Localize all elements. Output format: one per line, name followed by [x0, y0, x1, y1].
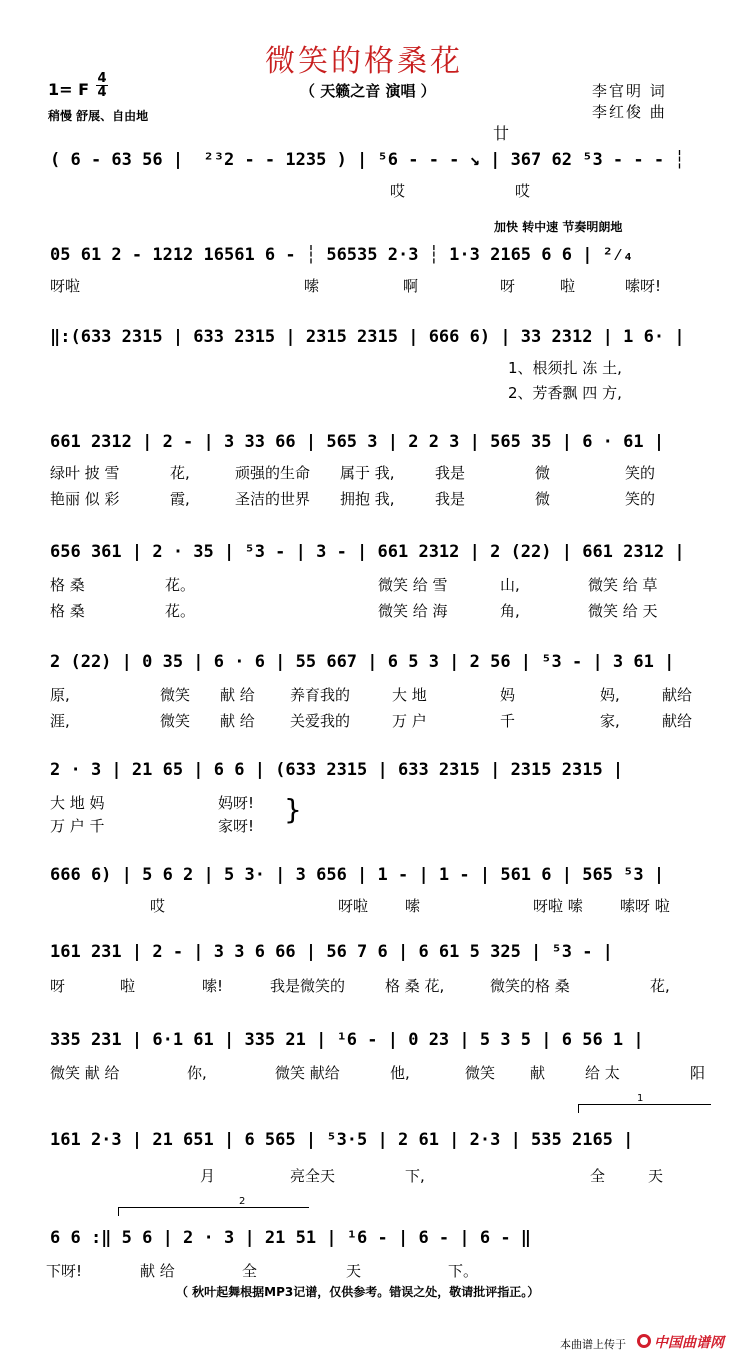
lyric-row-5-v2-d: 角, — [500, 602, 520, 620]
lyric-row-8-a: 哎 — [150, 897, 166, 915]
lyric-row-5-v1-b: 花。 — [165, 576, 196, 594]
lyric-row-9-b: 啦 — [120, 977, 136, 995]
lyric-row-4-v2-b: 霞, — [170, 490, 190, 508]
notation-row-8: 666 6) | 5 6 2 | 5 3· | 3 656 | 1 - | 1 - | 561 6 | 565 ⁵3 | — [50, 865, 665, 885]
lyric-row-1b: 哎 — [515, 182, 531, 200]
lyric-row-5-v1-c: 微笑 给 雪 — [378, 576, 448, 594]
lyric-row-12-b: 献 给 — [140, 1262, 175, 1280]
volta-1-label: 1 — [637, 1093, 644, 1104]
lyric-row-10-c: 微笑 献给 — [275, 1064, 340, 1082]
lyric-row-6-v1-f: 妈 — [500, 686, 516, 704]
lyric-row-4-v2-d: 拥抱 我, — [340, 490, 395, 508]
lyric-row-2f: 嗦呀! — [625, 277, 662, 295]
lyric-row-7-v1-b: 妈呀! — [218, 794, 255, 812]
lyric-row-4-v2-f: 微 — [535, 490, 551, 508]
notation-row-2: 05 61 2 - 1212 16561 6 - ┆ 56535 2·3 ┆ 1·3 2165 6 6 | ²⁄₄ — [50, 245, 634, 265]
lyric-row-7-v1-a: 大 地 妈 — [50, 794, 105, 812]
page-title: 微笑的格桑花 — [265, 44, 463, 79]
lyric-row-6-v2-f: 千 — [500, 712, 516, 730]
lyric-row-5-v2-e: 微笑 给 天 — [588, 602, 658, 620]
notation-row-5: 656 361 | 2 · 35 | ⁵3 - | 3 - | 661 2312 | 2 (22) | 661 2312 | — [50, 542, 685, 562]
lyric-row-9-a: 呀 — [50, 977, 66, 995]
tempo-change: 加快 转中速 节奏明朗地 — [494, 220, 623, 234]
singer-credit: （ 天籁之音 演唱 ） — [300, 82, 436, 100]
lyric-row-11-e: 天 — [648, 1167, 664, 1185]
lyric-row-6-v1-c: 献 给 — [220, 686, 255, 704]
lyric-row-4-v1-a: 绿叶 披 雪 — [50, 464, 120, 482]
volta-2 — [118, 1196, 309, 1216]
lyric-row-10-f: 献 — [530, 1064, 546, 1082]
lyric-row-7-v2-b: 家呀! — [218, 817, 255, 835]
lyric-row-11-b: 亮全天 — [290, 1167, 336, 1185]
lyric-row-4-v2-e: 我是 — [435, 490, 466, 508]
volta-1 — [578, 1093, 711, 1113]
lyric-row-6-v1-a: 原, — [50, 686, 70, 704]
lyric-row-2: 呀啦 — [50, 277, 81, 295]
composer-credit: 李红俊 曲 — [592, 103, 667, 121]
lyric-row-11-c: 下, — [405, 1167, 425, 1185]
lyric-row-11-d: 全 — [590, 1167, 606, 1185]
notation-row-10: 335 231 | 6·1 61 | 335 21 | ¹6 - | 0 23 | 5 3 5 | 6 56 1 | — [50, 1030, 644, 1050]
lyric-row-4-v1-d: 属于 我, — [340, 464, 395, 482]
lyric-row-3-v1: 1、根须扎 冻 土, — [508, 359, 622, 377]
lyric-row-10-b: 你, — [187, 1064, 207, 1082]
lyric-row-9-e: 格 桑 花, — [385, 977, 445, 995]
lyric-row-4-v1-b: 花, — [170, 464, 190, 482]
lyric-row-6-v2-h: 献给 — [662, 712, 693, 730]
lyric-row-8-c: 嗦 — [405, 897, 421, 915]
lyric-row-4-v1-g: 笑的 — [625, 464, 656, 482]
notation-row-7: 2 · 3 | 21 65 | 6 6 | (633 2315 | 633 2315 | 2315 2315 | — [50, 760, 624, 780]
lyric-row-10-h: 阳 — [690, 1064, 706, 1082]
sa-mark: 廿 — [493, 124, 510, 143]
lyric-row-1: 哎 — [390, 182, 406, 200]
lyric-row-4-v1-c: 顽强的生命 — [235, 464, 311, 482]
lyricist-credit: 李官明 词 — [592, 82, 667, 100]
lyric-row-4-v2-c: 圣洁的世界 — [235, 490, 311, 508]
time-sig-top: 4 — [97, 71, 107, 86]
notation-row-9: 161 231 | 2 - | 3 3 6 66 | 56 7 6 | 6 61 5 325 | ⁵3 - | — [50, 942, 613, 962]
lyric-row-9-c: 嗦! — [202, 977, 224, 995]
site-name: 中国曲谱网 — [654, 1335, 724, 1351]
lyric-row-9-d: 我是微笑的 — [270, 977, 346, 995]
lyric-row-8-b: 呀啦 — [338, 897, 369, 915]
upload-label: 本曲谱上传于 — [560, 1338, 626, 1351]
lyric-row-6-v1-d: 养育我的 — [290, 686, 351, 704]
lyric-row-5-v1-d: 山, — [500, 576, 520, 594]
lyric-row-9-f: 微笑的格 桑 — [490, 977, 570, 995]
lyric-row-8-e: 嗦呀 啦 — [620, 897, 670, 915]
verse-brace: } — [284, 793, 302, 826]
transcription-note: （ 秋叶起舞根据MP3记谱，仅供参考。错误之处，敬请批评指正。） — [176, 1285, 540, 1299]
lyric-row-5-v1-a: 格 桑 — [50, 576, 85, 594]
lyric-row-12-c: 全 — [242, 1262, 258, 1280]
lyric-row-6-v1-e: 大 地 — [392, 686, 427, 704]
lyric-row-6-v2-b: 微笑 — [160, 712, 191, 730]
lyric-row-6-v2-c: 献 给 — [220, 712, 255, 730]
lyric-row-5-v2-b: 花。 — [165, 602, 196, 620]
lyric-row-10-d: 他, — [390, 1064, 410, 1082]
lyric-row-3-v2: 2、芳香飘 四 方, — [508, 384, 622, 402]
lyric-row-10-a: 微笑 献 给 — [50, 1064, 120, 1082]
lyric-row-10-g: 给 太 — [585, 1064, 620, 1082]
lyric-row-6-v1-h: 献给 — [662, 686, 693, 704]
lyric-row-2d: 呀 — [500, 277, 516, 295]
lyric-row-4-v1-f: 微 — [535, 464, 551, 482]
lyric-row-4-v2-a: 艳丽 似 彩 — [50, 490, 120, 508]
lyric-row-6-v2-g: 家, — [600, 712, 620, 730]
lyric-row-11-a: 月 — [200, 1167, 216, 1185]
lyric-row-6-v2-a: 涯, — [50, 712, 70, 730]
site-logo-icon — [636, 1333, 652, 1349]
lyric-row-4-v1-e: 我是 — [435, 464, 466, 482]
notation-row-12: 6 6 :‖ 5 6 | 2 · 3 | 21 51 | ¹6 - | 6 - | 6 - ‖ — [50, 1228, 532, 1248]
lyric-row-5-v2-a: 格 桑 — [50, 602, 85, 620]
notation-row-4: 661 2312 | 2 - | 3 33 66 | 565 3 | 2 2 3 | 565 35 | 6 · 61 | — [50, 432, 665, 452]
notation-row-3: ‖:(633 2315 | 633 2315 | 2315 2315 | 666 6) | 33 2312 | 1 6· | — [50, 327, 685, 347]
lyric-row-4-v2-g: 笑的 — [625, 490, 656, 508]
lyric-row-12-e: 下。 — [448, 1262, 479, 1280]
lyric-row-9-g: 花, — [650, 977, 670, 995]
lyric-row-10-e: 微笑 — [465, 1064, 496, 1082]
lyric-row-2c: 啊 — [403, 277, 419, 295]
lyric-row-6-v1-g: 妈, — [600, 686, 620, 704]
notation-row-1: ( 6 - 63 56 | ²³2 - - 1235 ) | ⁵6 - - - ↘ | 367 62 ⁵3 - - - ┆ — [50, 150, 685, 170]
lyric-row-8-d: 呀啦 嗦 — [533, 897, 583, 915]
lyric-row-7-v2-a: 万 户 千 — [50, 817, 105, 835]
lyric-row-2e: 啦 — [560, 277, 576, 295]
lyric-row-12-d: 天 — [346, 1262, 362, 1280]
lyric-row-6-v1-b: 微笑 — [160, 686, 191, 704]
notation-row-11: 161 2·3 | 21 651 | 6 565 | ⁵3·5 | 2 61 | 2·3 | 535 2165 | — [50, 1130, 634, 1150]
lyric-row-5-v2-c: 微笑 给 海 — [378, 602, 448, 620]
lyric-row-5-v1-e: 微笑 给 草 — [588, 576, 658, 594]
volta-2-label: 2 — [239, 1196, 246, 1207]
time-signature — [96, 72, 108, 99]
lyric-row-6-v2-e: 万 户 — [392, 712, 427, 730]
lyric-row-2b: 嗦 — [304, 277, 320, 295]
time-sig-bottom: 4 — [97, 85, 107, 100]
key-signature: 1= F — [48, 80, 90, 99]
lyric-row-12-a: 下呀! — [46, 1262, 83, 1280]
tempo-marking: 稍慢 舒展、自由地 — [48, 109, 149, 123]
notation-row-6: 2 (22) | 0 35 | 6 · 6 | 55 667 | 6 5 3 | 2 56 | ⁵3 - | 3 61 | — [50, 652, 675, 672]
lyric-row-6-v2-d: 关爱我的 — [290, 712, 351, 730]
